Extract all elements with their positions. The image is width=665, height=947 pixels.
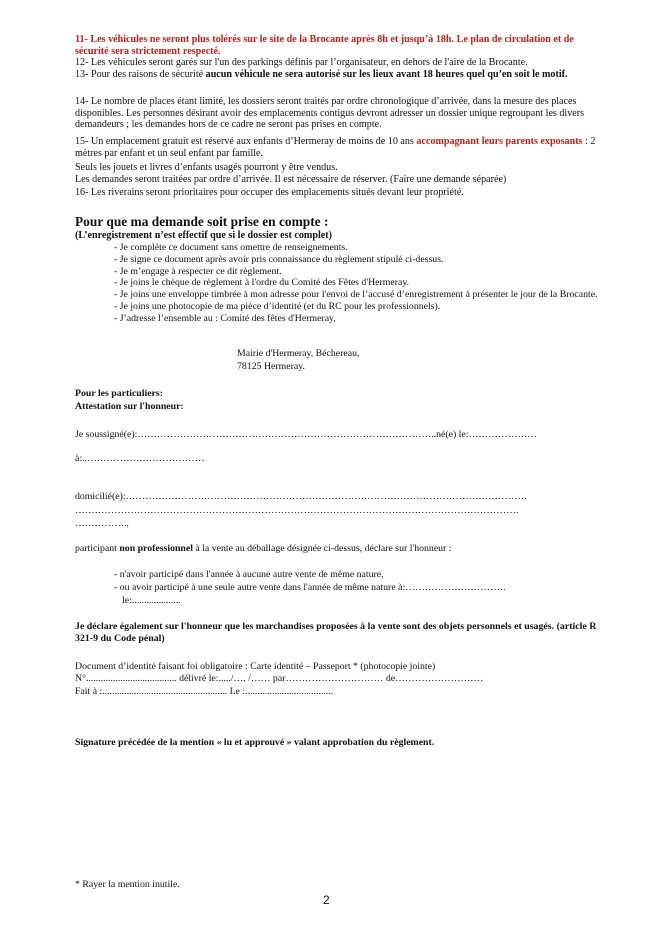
participant-text: participant bbox=[75, 543, 120, 554]
address-line-1: Mairie d'Hermeray, Béchereau, bbox=[237, 348, 360, 359]
checklist-item: - J’adresse l’ensemble au : Comité des fêtes d'Hermeray, bbox=[114, 312, 336, 324]
field-domicile-line-3[interactable]: ……………., bbox=[75, 518, 129, 529]
checklist-item: - Je signe ce document après avoir pris connaissance du règlement stipulé ci-dessus. bbox=[114, 253, 444, 265]
field-lieu-naissance-line[interactable]: à:..……………………………… bbox=[75, 453, 205, 464]
option-one-other-sale-date[interactable]: le:.................... bbox=[122, 595, 181, 606]
rule-15-text: 15- Un emplacement gratuit est réservé aux enfants d’Hermeray de moins de 10 ans bbox=[75, 136, 417, 147]
participant-text-2: à la vente au déballage désignée ci-dessus, déclare sur l'honneur : bbox=[192, 543, 452, 554]
field-soussigne-line[interactable]: Je soussigné(e):………………………………………………………………………………..né(e) le:………………… bbox=[75, 429, 538, 440]
option-no-other-sale: - n'avoir participé dans l'année à aucune autre vente de même nature, bbox=[114, 569, 384, 580]
page-number: 2 bbox=[323, 893, 330, 907]
rule-13 bbox=[75, 69, 605, 81]
rule-16: 16- Les riverains seront prioritaires pour occuper des emplacements situés devant leur propriété. bbox=[75, 187, 464, 198]
rule-15-text-2: : 2 mètres par enfant et un seul enfant par famille. bbox=[75, 136, 596, 159]
rule-15-toys: Seuls les jouets et livres d’enfants usagés pourront y être vendus. bbox=[75, 162, 338, 173]
section-subtitle: (L’enregistrement n’est effectif que si le dossier est complet) bbox=[75, 230, 332, 241]
participant-bold: non professionnel bbox=[119, 543, 193, 554]
section-title: Pour que ma demande soit prise en compte : bbox=[75, 214, 329, 229]
checklist bbox=[114, 242, 614, 325]
signature-instruction: Signature précédée de la mention « lu et approuvé » valant approbation du règlement. bbox=[75, 737, 435, 748]
option-one-other-sale[interactable]: - ou avoir participé à une seule autre vente dans l'année de même nature à:…………………………. bbox=[114, 582, 506, 593]
identity-document-line: Document d’identité faisant foi obligatoire : Carte identité – Passeport * (photocopie jointe) bbox=[75, 661, 436, 672]
field-document-number-line[interactable]: N°..................................... délivré le:...../…. /…… par………………………… de……………………… bbox=[75, 673, 484, 684]
rule-12: 12- Les véhicules seront garés sur l'un des parkings définis par l’organisateur, en dehors de l'aire de la Brocante. bbox=[75, 57, 528, 68]
rule-11: 11- Les véhicules ne seront plus tolérés sur le site de la Brocante après 8h et jusqu’à 18h. Le plan de circulation et de sécurité sera strictement respecté. bbox=[75, 34, 574, 57]
field-domicile-line-1[interactable]: domicilié(e):…………………………………………………………………………………………………………… bbox=[75, 491, 528, 502]
rule-15 bbox=[75, 136, 605, 159]
rule-14: 14- Le nombre de places étant limité, les dossiers seront traités par ordre chronologique d’arrivée, dans la mesure des places disponibles. Les personnes désirant avoir des emplacements contigus devront adresser un dossier unique regroupant les divers demandeurs ; les demandes hors de ce cadre ne seront pas prises en compte. bbox=[75, 96, 585, 131]
participant-declaration bbox=[75, 543, 452, 555]
declaration-goods: Je déclare également sur l'honneur que les marchandises proposées à la vente sont des objets personnels et usagés. (article R 321-9 du Code pénal) bbox=[75, 621, 597, 644]
address-line-2: 78125 Hermeray. bbox=[237, 361, 305, 372]
field-domicile-line-2[interactable]: ………………………………………………………………………………………………………………………. bbox=[75, 505, 519, 516]
attestation-heading-particuliers: Pour les particuliers: bbox=[75, 388, 163, 399]
checklist-item: - Je complète ce document sans omettre de renseignements. bbox=[114, 242, 348, 253]
rule-15-order: Les demandes seront traitées par ordre d’arrivée. Il est nécessaire de réserver. (Faire une demande séparée) bbox=[75, 174, 507, 185]
checklist-item: - Je m’engage à respecter ce dit règlement. bbox=[114, 265, 282, 277]
footnote: * Rayer la mention inutile. bbox=[75, 879, 180, 890]
attestation-heading: Attestation sur l'honneur: bbox=[75, 401, 184, 412]
field-fait-a-line[interactable]: Fait à :................................................... Le :.................................... bbox=[75, 686, 334, 697]
checklist-item: - Je joins une photocopie de ma pièce d’identité (et du RC pour les professionnels). bbox=[114, 300, 441, 312]
rule-13-bold: aucun véhicule ne sera autorisé sur les lieux avant 18 heures quel qu’en soit le motif. bbox=[205, 69, 568, 80]
rule-15-red: accompagnant leurs parents exposants bbox=[416, 136, 583, 147]
checklist-item: - Je joins une enveloppe timbrée à mon adresse pour l'envoi de l’accusé d’enregistrement à présenter le jour de la Brocante. bbox=[114, 289, 598, 301]
checklist-item: - Je joins le chèque de règlement à l'ordre du Comité des Fêtes d'Hermeray. bbox=[114, 277, 410, 289]
rule-13-text: 13- Pour des raisons de sécurité bbox=[75, 69, 206, 80]
